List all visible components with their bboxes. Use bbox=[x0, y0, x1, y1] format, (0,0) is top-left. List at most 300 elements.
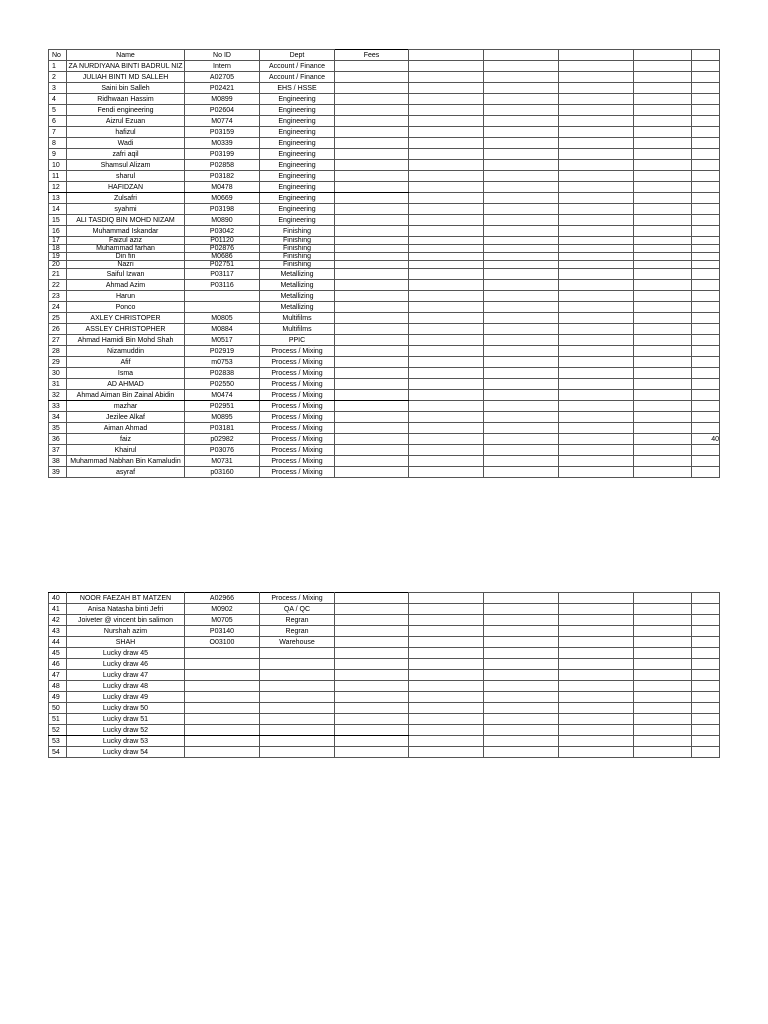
row-number: 31 bbox=[49, 379, 67, 390]
department bbox=[260, 747, 335, 758]
empty-cell bbox=[484, 138, 559, 149]
employee-id: P03117 bbox=[185, 269, 260, 280]
empty-cell bbox=[484, 182, 559, 193]
employee-name: Joiveter @ vincent bin salimon bbox=[67, 615, 185, 626]
row-number: 15 bbox=[49, 215, 67, 226]
employee-id: P03076 bbox=[185, 445, 260, 456]
table-row bbox=[49, 434, 720, 445]
employee-name: Aiman Ahmad bbox=[67, 423, 185, 434]
empty-cell bbox=[559, 127, 634, 138]
department: Metallizing bbox=[260, 280, 335, 291]
fees bbox=[335, 226, 409, 237]
employee-name: Lucky draw 50 bbox=[67, 703, 185, 714]
empty-cell bbox=[484, 346, 559, 357]
empty-cell bbox=[692, 116, 720, 127]
department: Finishing bbox=[260, 261, 335, 269]
fees bbox=[335, 215, 409, 226]
fees bbox=[335, 324, 409, 335]
empty-cell bbox=[409, 261, 484, 269]
department: Process / Mixing bbox=[260, 434, 335, 445]
row-number: 38 bbox=[49, 456, 67, 467]
employee-name: Khairul bbox=[67, 445, 185, 456]
row-number: 48 bbox=[49, 681, 67, 692]
department: Multifilms bbox=[260, 324, 335, 335]
employee-id bbox=[185, 648, 260, 659]
department: Process / Mixing bbox=[260, 401, 335, 412]
empty-cell bbox=[559, 280, 634, 291]
empty-cell bbox=[634, 648, 692, 659]
empty-cell bbox=[484, 412, 559, 423]
employee-name: Muhammad Nabhan Bin Kamaludin bbox=[67, 456, 185, 467]
row-number: 10 bbox=[49, 160, 67, 171]
empty-cell bbox=[692, 226, 720, 237]
empty-cell bbox=[692, 138, 720, 149]
empty-cell bbox=[484, 593, 559, 604]
empty-cell bbox=[634, 138, 692, 149]
empty-cell bbox=[559, 171, 634, 182]
table-row bbox=[49, 204, 720, 215]
row-number: 6 bbox=[49, 116, 67, 127]
side-count: 40 bbox=[692, 434, 720, 445]
empty-cell bbox=[409, 736, 484, 747]
row-number: 27 bbox=[49, 335, 67, 346]
fees bbox=[335, 434, 409, 445]
empty-cell bbox=[409, 670, 484, 681]
row-number: 39 bbox=[49, 467, 67, 478]
employee-name: Shamsul Alizam bbox=[67, 160, 185, 171]
department: Engineering bbox=[260, 105, 335, 116]
empty-cell bbox=[634, 703, 692, 714]
empty-cell bbox=[409, 335, 484, 346]
empty-cell bbox=[634, 72, 692, 83]
empty-cell bbox=[484, 127, 559, 138]
empty-cell bbox=[484, 626, 559, 637]
empty-cell bbox=[484, 615, 559, 626]
department: Engineering bbox=[260, 204, 335, 215]
employee-name: Fendi engineering bbox=[67, 105, 185, 116]
row-number: 9 bbox=[49, 149, 67, 160]
empty-cell bbox=[692, 445, 720, 456]
employee-id: P03042 bbox=[185, 226, 260, 237]
fees bbox=[335, 626, 409, 637]
row-number: 24 bbox=[49, 302, 67, 313]
table-row bbox=[49, 313, 720, 324]
empty-cell bbox=[692, 245, 720, 253]
empty-cell bbox=[484, 116, 559, 127]
empty-cell bbox=[484, 72, 559, 83]
employee-id bbox=[185, 681, 260, 692]
participant-table-2 bbox=[48, 592, 720, 758]
empty-cell bbox=[409, 182, 484, 193]
fees bbox=[335, 302, 409, 313]
employee-id: M0731 bbox=[185, 456, 260, 467]
empty-cell bbox=[484, 226, 559, 237]
department: Engineering bbox=[260, 193, 335, 204]
row-number: 51 bbox=[49, 714, 67, 725]
empty-cell bbox=[484, 681, 559, 692]
employee-id bbox=[185, 736, 260, 747]
employee-id: P01120 bbox=[185, 237, 260, 245]
empty-cell bbox=[484, 261, 559, 269]
empty-cell bbox=[484, 434, 559, 445]
employee-id: M0774 bbox=[185, 116, 260, 127]
fees bbox=[335, 604, 409, 615]
empty-cell bbox=[634, 261, 692, 269]
empty-cell bbox=[692, 182, 720, 193]
empty-cell bbox=[692, 346, 720, 357]
empty-cell bbox=[634, 670, 692, 681]
empty-cell bbox=[559, 626, 634, 637]
employee-name: Nurshah azim bbox=[67, 626, 185, 637]
empty-cell bbox=[559, 368, 634, 379]
employee-id: P03140 bbox=[185, 626, 260, 637]
empty-cell bbox=[634, 593, 692, 604]
empty-cell bbox=[484, 747, 559, 758]
empty-cell bbox=[559, 456, 634, 467]
table-row bbox=[49, 456, 720, 467]
employee-name: Faizul aziz bbox=[67, 237, 185, 245]
empty-cell bbox=[409, 237, 484, 245]
empty-cell bbox=[692, 714, 720, 725]
department: Metallizing bbox=[260, 269, 335, 280]
table-row bbox=[49, 412, 720, 423]
row-number: 20 bbox=[49, 261, 67, 269]
employee-id: M0669 bbox=[185, 193, 260, 204]
employee-name: AD AHMAD bbox=[67, 379, 185, 390]
empty-cell bbox=[634, 390, 692, 401]
table-row bbox=[49, 127, 720, 138]
empty-cell bbox=[484, 368, 559, 379]
empty-cell bbox=[692, 193, 720, 204]
column-header: Dept bbox=[260, 50, 335, 61]
empty-cell bbox=[559, 714, 634, 725]
table-row bbox=[49, 736, 720, 747]
empty-cell bbox=[409, 127, 484, 138]
empty-cell bbox=[559, 83, 634, 94]
empty-cell bbox=[634, 401, 692, 412]
department bbox=[260, 725, 335, 736]
row-number: 5 bbox=[49, 105, 67, 116]
row-number: 50 bbox=[49, 703, 67, 714]
empty-cell bbox=[559, 138, 634, 149]
employee-name: Nazri bbox=[67, 261, 185, 269]
employee-name: Saiful Izwan bbox=[67, 269, 185, 280]
empty-cell bbox=[692, 313, 720, 324]
empty-cell bbox=[559, 736, 634, 747]
empty-cell bbox=[409, 692, 484, 703]
empty-cell bbox=[692, 335, 720, 346]
empty-cell bbox=[559, 434, 634, 445]
empty-cell bbox=[692, 615, 720, 626]
employee-name: Wadi bbox=[67, 138, 185, 149]
employee-name: HAFIDZAN bbox=[67, 182, 185, 193]
employee-name: asyraf bbox=[67, 467, 185, 478]
department: Process / Mixing bbox=[260, 390, 335, 401]
row-number: 7 bbox=[49, 127, 67, 138]
table-row bbox=[49, 637, 720, 648]
empty-cell bbox=[484, 692, 559, 703]
empty-cell bbox=[692, 357, 720, 368]
empty-cell bbox=[559, 116, 634, 127]
fees bbox=[335, 253, 409, 261]
empty-cell bbox=[409, 94, 484, 105]
row-number: 46 bbox=[49, 659, 67, 670]
empty-cell bbox=[484, 105, 559, 116]
empty-cell bbox=[634, 434, 692, 445]
employee-name: hafizul bbox=[67, 127, 185, 138]
empty-cell bbox=[409, 747, 484, 758]
empty-cell bbox=[634, 171, 692, 182]
employee-id bbox=[185, 692, 260, 703]
fees bbox=[335, 72, 409, 83]
table-row bbox=[49, 193, 720, 204]
empty-cell bbox=[692, 703, 720, 714]
empty-cell bbox=[484, 324, 559, 335]
empty-cell bbox=[692, 368, 720, 379]
empty-cell bbox=[484, 357, 559, 368]
empty-cell bbox=[634, 226, 692, 237]
empty-cell bbox=[559, 379, 634, 390]
employee-id: P03199 bbox=[185, 149, 260, 160]
employee-id: P02838 bbox=[185, 368, 260, 379]
employee-name: ZA NURDIYANA BINTI BADRUL NIZ bbox=[67, 61, 185, 72]
empty-cell bbox=[409, 116, 484, 127]
fees bbox=[335, 138, 409, 149]
row-number: 21 bbox=[49, 269, 67, 280]
fees bbox=[335, 467, 409, 478]
column-header: No bbox=[49, 50, 67, 61]
row-number: 53 bbox=[49, 736, 67, 747]
employee-name: Jezilee Alkaf bbox=[67, 412, 185, 423]
employee-name: Lucky draw 54 bbox=[67, 747, 185, 758]
employee-name: Lucky draw 52 bbox=[67, 725, 185, 736]
empty-cell bbox=[634, 368, 692, 379]
empty-cell bbox=[484, 245, 559, 253]
employee-id bbox=[185, 670, 260, 681]
employee-id: M0705 bbox=[185, 615, 260, 626]
row-number: 26 bbox=[49, 324, 67, 335]
employee-id bbox=[185, 291, 260, 302]
fees bbox=[335, 357, 409, 368]
row-number: 1 bbox=[49, 61, 67, 72]
empty-cell bbox=[409, 245, 484, 253]
fees bbox=[335, 149, 409, 160]
header-row bbox=[49, 50, 720, 61]
employee-name: Lucky draw 45 bbox=[67, 648, 185, 659]
empty-cell bbox=[559, 445, 634, 456]
employee-id: M0895 bbox=[185, 412, 260, 423]
fees bbox=[335, 390, 409, 401]
empty-cell bbox=[409, 204, 484, 215]
employee-name: Harun bbox=[67, 291, 185, 302]
empty-cell bbox=[634, 105, 692, 116]
department: Process / Mixing bbox=[260, 423, 335, 434]
table-row bbox=[49, 725, 720, 736]
fees bbox=[335, 725, 409, 736]
empty-cell bbox=[409, 368, 484, 379]
fees bbox=[335, 171, 409, 182]
empty-cell bbox=[484, 50, 559, 61]
row-number: 40 bbox=[49, 593, 67, 604]
empty-cell bbox=[634, 193, 692, 204]
empty-cell bbox=[692, 171, 720, 182]
empty-cell bbox=[634, 604, 692, 615]
empty-cell bbox=[409, 714, 484, 725]
row-number: 8 bbox=[49, 138, 67, 149]
employee-id: P02876 bbox=[185, 245, 260, 253]
empty-cell bbox=[484, 215, 559, 226]
empty-cell bbox=[559, 94, 634, 105]
fees bbox=[335, 127, 409, 138]
row-number: 34 bbox=[49, 412, 67, 423]
empty-cell bbox=[409, 226, 484, 237]
fees bbox=[335, 615, 409, 626]
participant-table-1 bbox=[48, 49, 720, 478]
department: Metallizing bbox=[260, 302, 335, 313]
employee-id: P02550 bbox=[185, 379, 260, 390]
empty-cell bbox=[559, 245, 634, 253]
empty-cell bbox=[409, 269, 484, 280]
empty-cell bbox=[409, 324, 484, 335]
empty-cell bbox=[634, 237, 692, 245]
department: Finishing bbox=[260, 245, 335, 253]
row-number: 45 bbox=[49, 648, 67, 659]
table-row bbox=[49, 593, 720, 604]
table-row bbox=[49, 681, 720, 692]
empty-cell bbox=[559, 291, 634, 302]
department: Engineering bbox=[260, 215, 335, 226]
empty-cell bbox=[692, 648, 720, 659]
fees bbox=[335, 703, 409, 714]
empty-cell bbox=[692, 456, 720, 467]
empty-cell bbox=[692, 149, 720, 160]
table-row bbox=[49, 253, 720, 261]
employee-id: A02705 bbox=[185, 72, 260, 83]
empty-cell bbox=[692, 160, 720, 171]
employee-name: syahmi bbox=[67, 204, 185, 215]
department: Engineering bbox=[260, 160, 335, 171]
empty-cell bbox=[634, 291, 692, 302]
empty-cell bbox=[559, 357, 634, 368]
department bbox=[260, 670, 335, 681]
empty-cell bbox=[409, 193, 484, 204]
department: Engineering bbox=[260, 116, 335, 127]
employee-id: P02951 bbox=[185, 401, 260, 412]
fees bbox=[335, 204, 409, 215]
empty-cell bbox=[484, 291, 559, 302]
table-row bbox=[49, 61, 720, 72]
empty-cell bbox=[484, 280, 559, 291]
row-number: 44 bbox=[49, 637, 67, 648]
table-row bbox=[49, 226, 720, 237]
empty-cell bbox=[634, 149, 692, 160]
table-row bbox=[49, 72, 720, 83]
employee-name: Lucky draw 46 bbox=[67, 659, 185, 670]
table-row bbox=[49, 467, 720, 478]
fees bbox=[335, 83, 409, 94]
department: Engineering bbox=[260, 138, 335, 149]
empty-cell bbox=[634, 456, 692, 467]
department bbox=[260, 681, 335, 692]
empty-cell bbox=[409, 105, 484, 116]
empty-cell bbox=[484, 670, 559, 681]
empty-cell bbox=[634, 357, 692, 368]
fees bbox=[335, 193, 409, 204]
department: Engineering bbox=[260, 94, 335, 105]
empty-cell bbox=[409, 423, 484, 434]
empty-cell bbox=[409, 637, 484, 648]
department: Warehouse bbox=[260, 637, 335, 648]
empty-cell bbox=[484, 445, 559, 456]
empty-cell bbox=[559, 302, 634, 313]
empty-cell bbox=[559, 50, 634, 61]
row-number: 29 bbox=[49, 357, 67, 368]
table-row bbox=[49, 423, 720, 434]
employee-id: p03160 bbox=[185, 467, 260, 478]
row-number: 32 bbox=[49, 390, 67, 401]
table-row bbox=[49, 747, 720, 758]
department bbox=[260, 692, 335, 703]
empty-cell bbox=[409, 434, 484, 445]
employee-id: A02966 bbox=[185, 593, 260, 604]
empty-cell bbox=[409, 61, 484, 72]
empty-cell bbox=[484, 204, 559, 215]
fees bbox=[335, 648, 409, 659]
empty-cell bbox=[692, 72, 720, 83]
empty-cell bbox=[559, 253, 634, 261]
employee-name: Ahmad Hamidi Bin Mohd Shah bbox=[67, 335, 185, 346]
employee-id bbox=[185, 747, 260, 758]
table-row bbox=[49, 346, 720, 357]
empty-cell bbox=[634, 747, 692, 758]
empty-cell bbox=[559, 604, 634, 615]
employee-name: Saini bin Salleh bbox=[67, 83, 185, 94]
employee-id: M0899 bbox=[185, 94, 260, 105]
table-row bbox=[49, 269, 720, 280]
empty-cell bbox=[692, 725, 720, 736]
empty-cell bbox=[634, 253, 692, 261]
employee-name: Ridhwaan Hassim bbox=[67, 94, 185, 105]
table-row bbox=[49, 160, 720, 171]
empty-cell bbox=[484, 149, 559, 160]
employee-name: Aizrul Ezuan bbox=[67, 116, 185, 127]
empty-cell bbox=[484, 94, 559, 105]
fees bbox=[335, 659, 409, 670]
department bbox=[260, 659, 335, 670]
empty-cell bbox=[484, 703, 559, 714]
empty-cell bbox=[559, 160, 634, 171]
empty-cell bbox=[409, 725, 484, 736]
employee-name: Lucky draw 47 bbox=[67, 670, 185, 681]
table-row bbox=[49, 670, 720, 681]
empty-cell bbox=[559, 105, 634, 116]
empty-cell bbox=[484, 637, 559, 648]
employee-name: NOOR FAEZAH BT MATZEN bbox=[67, 593, 185, 604]
empty-cell bbox=[559, 648, 634, 659]
empty-cell bbox=[484, 160, 559, 171]
fees bbox=[335, 280, 409, 291]
fees bbox=[335, 237, 409, 245]
table-row bbox=[49, 280, 720, 291]
table-row bbox=[49, 302, 720, 313]
employee-name: AXLEY CHRISTOPER bbox=[67, 313, 185, 324]
empty-cell bbox=[409, 253, 484, 261]
empty-cell bbox=[634, 160, 692, 171]
employee-id: P02604 bbox=[185, 105, 260, 116]
employee-name: faiz bbox=[67, 434, 185, 445]
department: Metallizing bbox=[260, 291, 335, 302]
department: Engineering bbox=[260, 182, 335, 193]
